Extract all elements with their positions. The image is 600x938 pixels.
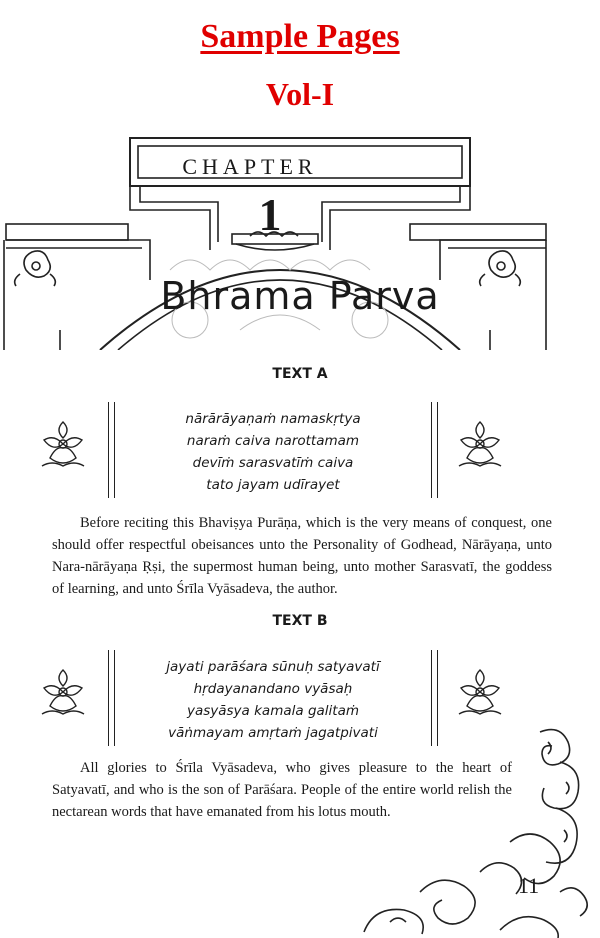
verse-bar-right	[431, 402, 438, 498]
floral-knot-icon	[455, 418, 505, 470]
text-a-heading: TEXT A	[272, 366, 328, 382]
verse-line: naraṁ caiva narottamam	[186, 433, 360, 449]
floral-knot-icon	[38, 666, 88, 718]
verse-line: hṛdayanandano vyāsaḥ	[193, 681, 353, 697]
chapter-title: Bhrama Parva	[160, 274, 440, 318]
page-number: 11	[518, 873, 540, 898]
sample-pages-title: Sample Pages	[200, 18, 400, 55]
chapter-label: CHAPTER	[182, 154, 318, 179]
translation-b: All glories to Śrīla Vyāsadeva, who gives pleasure to the heart of Satyavatī, and who is the son of Parāśara. People of the entire world relish the nectarean words that have emanated from his lotus mouth.	[52, 760, 512, 820]
verse-line: devīṁ sarasvatīṁ caiva	[192, 455, 354, 471]
verse-bar-left	[108, 650, 115, 746]
floral-knot-icon	[38, 418, 88, 470]
verse-bar-left	[108, 402, 115, 498]
floral-knot-icon	[455, 666, 505, 718]
verse-line: vāṅmayam amṛtaṁ jagatpivati	[168, 725, 378, 741]
verse-line: tato jayam udīrayet	[206, 477, 340, 493]
cloud-scroll-icon	[360, 722, 600, 938]
translation-a: Before reciting this Bhaviṣya Purāṇa, which is the very means of conquest, one should offer respectful obeisances unto the Personality of Godhead, Nārāyaṇa, unto Nara-nārāyaṇa Ṛṣi, the supermost human being, unto mother Sarasvatī, the goddess of learning, and unto Śrīla Vyāsadeva, the author.	[52, 515, 552, 597]
text-b-heading: TEXT B	[272, 613, 328, 629]
volume-title: Vol-I	[265, 76, 335, 112]
verse-lines-a	[108, 402, 438, 496]
verse-line: jayati parāśara sūnuḥ satyavatī	[166, 659, 380, 675]
verse-box-a	[108, 402, 438, 498]
chapter-number: 1	[258, 189, 282, 240]
verse-line: yasyāsya kamala galitaṁ	[186, 703, 360, 719]
verse-line: nārārāyaṇaṁ namaskṛtya	[185, 411, 361, 427]
